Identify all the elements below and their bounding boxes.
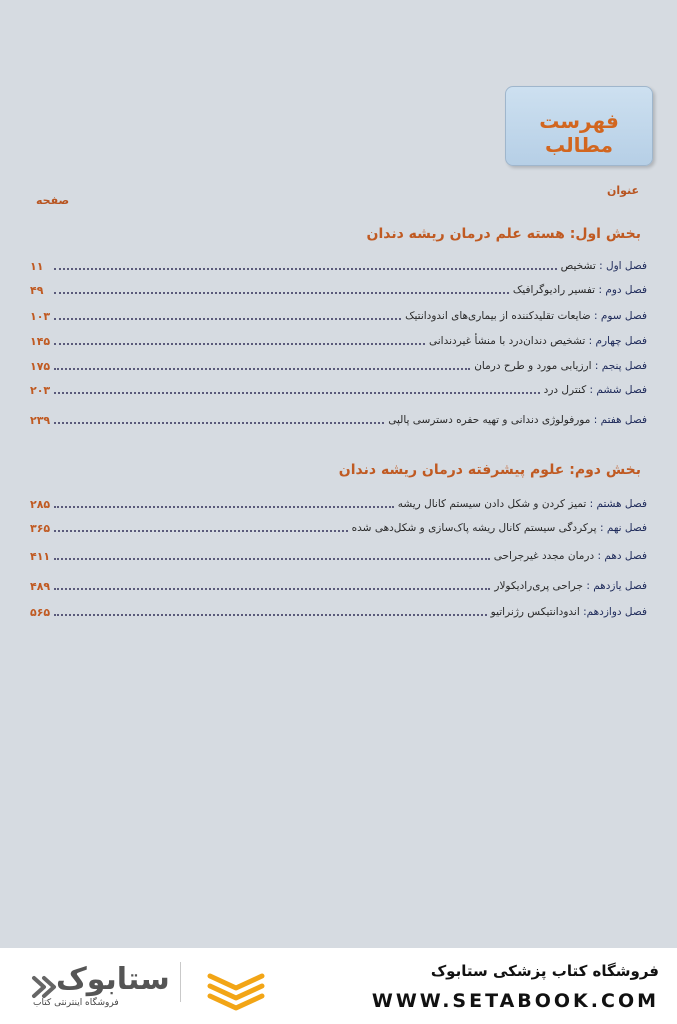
- store-name: فروشگاه کتاب پزشکی ستابوک: [430, 962, 659, 980]
- title-box: [505, 86, 653, 166]
- leader-dots: [54, 506, 394, 508]
- leader-dots: [54, 614, 487, 616]
- chapter-title: جراحی پری‌رادیکولار: [494, 580, 583, 592]
- chapter-title: کنترل درد: [543, 384, 587, 396]
- chapter-label: فصل سوم :: [593, 310, 647, 322]
- page-number: ۱۰۳: [30, 309, 51, 323]
- chapter-title: پرکردگی سیستم کانال ریشه پاک‌سازی و شکل‌دهی شده: [351, 522, 597, 534]
- section-heading: بخش دوم: علوم پیشرفته درمان ریشه دندان: [338, 462, 641, 478]
- toc-row: [30, 518, 647, 538]
- chapter-label: فصل دوازدهم:: [583, 606, 647, 618]
- column-title-header: عنوان: [606, 184, 639, 197]
- page-number: ۲۸۵: [30, 497, 51, 511]
- chapter-label: فصل هشتم :: [589, 498, 647, 510]
- page-number: ۴۸۹: [30, 579, 51, 593]
- chapter-title: تشخیص دندان‌درد با منشأ غیردندانی: [429, 335, 586, 347]
- chapter-label: فصل دوم :: [598, 284, 647, 296]
- leader-dots: [54, 422, 384, 424]
- chapter-label: فصل هفتم :: [593, 414, 647, 426]
- toc-row: [30, 602, 647, 622]
- chapter-title: ضایعات تقلیدکننده از بیماری‌های اندودانتیک: [405, 310, 591, 322]
- chapter-title: درمان مجدد غیرجراحی: [493, 550, 595, 562]
- chapter-title: ارزیابی مورد و طرح درمان: [474, 360, 592, 372]
- chapter-title: تشخیص: [560, 260, 596, 272]
- page-title: فهرست مطالب: [539, 109, 619, 157]
- page-number: ۱۷۵: [30, 359, 51, 373]
- toc-row: [30, 280, 647, 300]
- chapter-title: تفسیر رادیوگرافیک: [512, 284, 596, 296]
- toc-row: [30, 356, 647, 376]
- logo-subtitle: فروشگاه اینترنتی کتاب: [33, 998, 119, 1008]
- page-number: ۱۱: [30, 259, 44, 273]
- section-heading: بخش اول: هسته علم درمان ریشه دندان: [366, 226, 641, 242]
- page-number: ۴۱۱: [30, 549, 51, 563]
- leader-dots: [54, 588, 490, 590]
- toc-row: [30, 546, 647, 566]
- page-number: ۵۶۵: [30, 605, 51, 619]
- chapter-label: فصل پنجم :: [594, 360, 647, 372]
- chapter-title: مورفولوژی دندانی و تهیه حفره دسترسی پالپی: [388, 414, 591, 426]
- store-footer: [0, 948, 677, 1024]
- chapter-title: تمیز کردن و شکل دادن سیستم کانال ریشه: [397, 498, 587, 510]
- chapter-label: فصل یازدهم :: [586, 580, 647, 592]
- chapter-label: فصل نهم :: [599, 522, 647, 534]
- logo-divider: [180, 962, 181, 1002]
- leader-dots: [54, 268, 557, 270]
- chapter-label: فصل چهارم :: [588, 335, 647, 347]
- leader-dots: [54, 292, 509, 294]
- leader-dots: [54, 343, 425, 345]
- page-number: ۴۹: [30, 283, 44, 297]
- page-number: ۲۰۳: [30, 383, 51, 397]
- toc-row: [30, 331, 647, 351]
- toc-row: [30, 410, 647, 430]
- chapter-label: فصل ششم :: [589, 384, 647, 396]
- chapter-title: اندودانتیکس رژنراتیو: [490, 606, 580, 618]
- chapter-label: فصل دهم :: [597, 550, 647, 562]
- leader-dots: [54, 392, 540, 394]
- leader-dots: [54, 558, 490, 560]
- logo-word: ستابوک: [56, 962, 170, 997]
- toc-row: [30, 380, 647, 400]
- leader-dots: [54, 368, 470, 370]
- leader-dots: [54, 530, 348, 532]
- toc-row: [30, 494, 647, 514]
- leader-dots: [54, 318, 401, 320]
- page-number: ۳۶۵: [30, 521, 51, 535]
- chapter-label: فصل اول :: [599, 260, 647, 272]
- column-page-header: صفحه: [36, 194, 70, 207]
- store-url[interactable]: WWW.SETABOOK.COM: [371, 990, 659, 1012]
- toc-row: [30, 576, 647, 596]
- toc-row: [30, 256, 647, 276]
- page-number: ۱۴۵: [30, 334, 51, 348]
- toc-row: [30, 306, 647, 326]
- page-number: ۲۳۹: [30, 413, 51, 427]
